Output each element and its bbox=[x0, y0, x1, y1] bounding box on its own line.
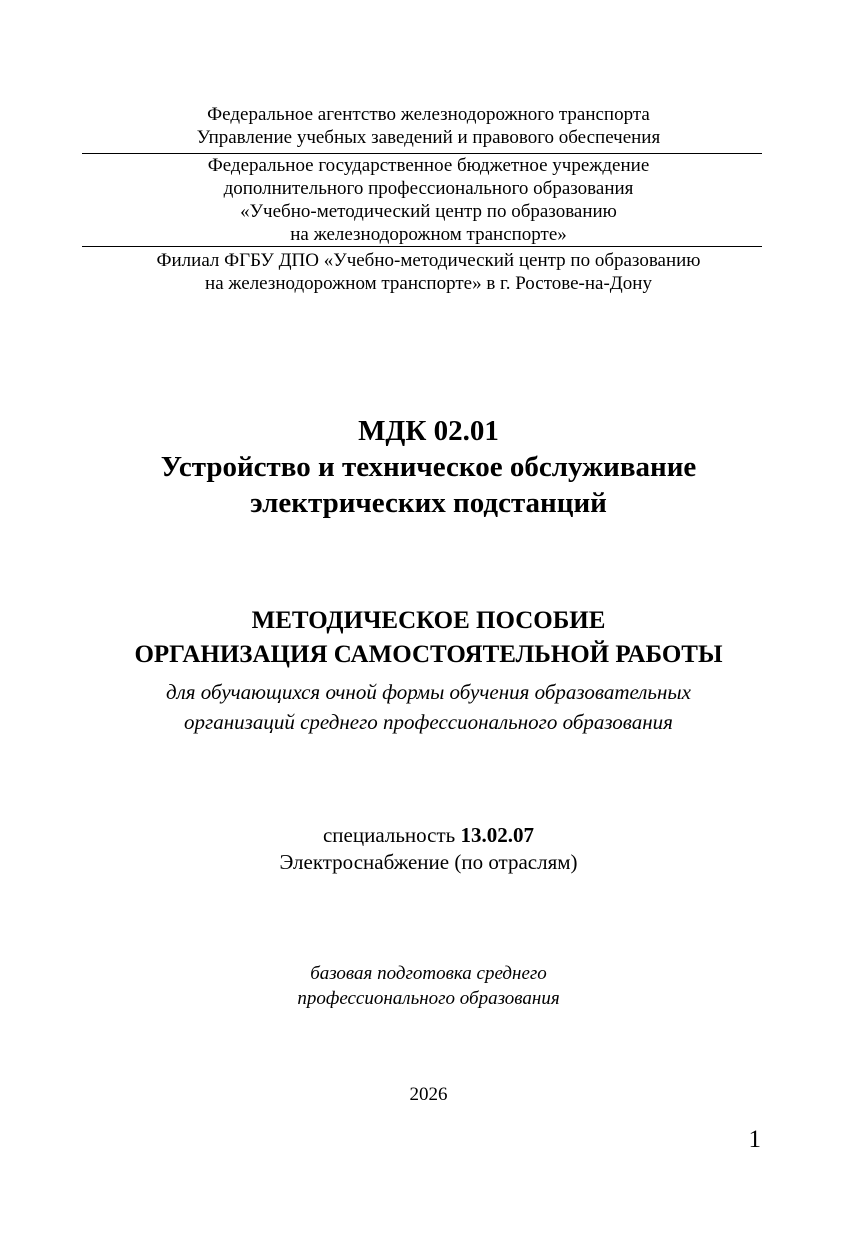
audience-line: для обучающихся очной формы обучения образовательных bbox=[166, 680, 691, 704]
specialty-name: Электроснабжение (по отраслям) bbox=[279, 850, 578, 874]
training-level-line: базовая подготовка среднего bbox=[310, 963, 547, 984]
year-block bbox=[0, 1083, 857, 1107]
publication-year: 2026 bbox=[409, 1084, 448, 1105]
specialty-label: специальность bbox=[322, 823, 456, 847]
course-title-line: электрических подстанций bbox=[250, 487, 607, 519]
training-level-block bbox=[0, 961, 857, 1011]
branch-line: на железнодорожном транспорте» в г. Ростове-на-Дону bbox=[205, 273, 652, 294]
audience-block bbox=[0, 677, 857, 737]
specialty-code: 13.02.07 bbox=[460, 823, 534, 847]
specialty-block bbox=[0, 822, 857, 876]
course-code: МДК 02.01 bbox=[358, 415, 499, 447]
institution-block bbox=[0, 154, 857, 246]
audience-line: организаций среднего профессионального образования bbox=[184, 710, 673, 734]
branch-block bbox=[0, 249, 857, 295]
agency-line: Федеральное агентство железнодорожного транспорта bbox=[207, 104, 650, 125]
specialty-code-line bbox=[0, 822, 857, 849]
manual-type: МЕТОДИЧЕСКОЕ ПОСОБИЕ bbox=[251, 607, 606, 634]
institution-line: Федеральное государственное бюджетное учреждение bbox=[207, 155, 650, 176]
manual-heading-block bbox=[0, 604, 857, 672]
agency-line: Управление учебных заведений и правового обеспечения bbox=[196, 127, 661, 148]
institution-line: дополнительного профессионального образования bbox=[223, 178, 634, 199]
branch-line: Филиал ФГБУ ДПО «Учебно-методический центр по образованию bbox=[156, 250, 701, 271]
training-level-line: профессионального образования bbox=[297, 988, 560, 1009]
institution-line: на железнодорожном транспорте» bbox=[290, 224, 567, 245]
manual-topic: ОРГАНИЗАЦИЯ САМОСТОЯТЕЛЬНОЙ РАБОТЫ bbox=[134, 641, 723, 668]
agency-block bbox=[0, 103, 857, 149]
institution-line: «Учебно-методический центр по образованию bbox=[240, 201, 617, 222]
header-divider-bottom bbox=[82, 246, 762, 247]
course-title-line: Устройство и техническое обслуживание bbox=[160, 451, 697, 483]
course-title-block bbox=[0, 413, 857, 521]
page-number: 1 bbox=[748, 1126, 761, 1153]
